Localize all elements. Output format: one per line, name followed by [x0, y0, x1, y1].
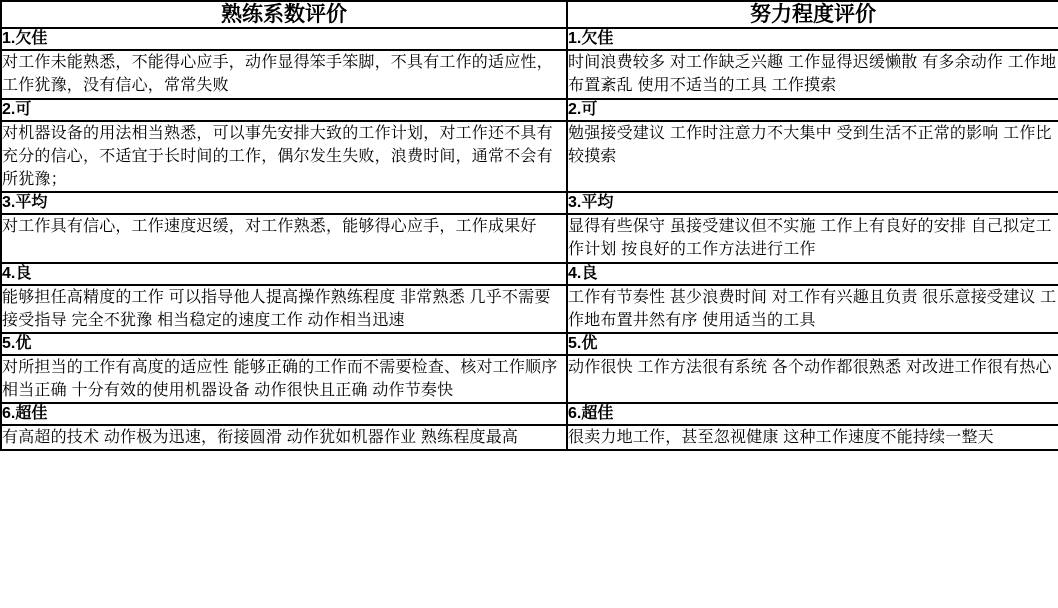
- table-header-row: [1, 1, 1058, 28]
- level-label-right: 4.良: [567, 263, 1058, 285]
- table-row: [1, 121, 1058, 193]
- header-skill-rating: 熟练系数评价: [1, 1, 567, 28]
- level-label-left: 1.欠佳: [1, 28, 567, 50]
- level-label-right: 6.超佳: [567, 403, 1058, 425]
- description-left: 对所担当的工作有高度的适应性 能够正确的工作而不需要检查、核对工作顺序相当正确 十分有效的使用机器设备 动作很快且正确 动作节奏快: [1, 355, 567, 403]
- header-effort-rating: 努力程度评价: [567, 1, 1058, 28]
- table-row: [1, 99, 1058, 121]
- table-body: [1, 28, 1058, 450]
- description-right: 工作有节奏性 甚少浪费时间 对工作有兴趣且负责 很乐意接受建议 工作地布置井然有序 使用适当的工具: [567, 285, 1058, 333]
- level-label-right: 3.平均: [567, 192, 1058, 214]
- table-row: [1, 192, 1058, 214]
- table-row: [1, 285, 1058, 333]
- description-left: 对工作未能熟悉，不能得心应手，动作显得笨手笨脚，不具有工作的适应性，工作犹豫，没有信心，常常失败: [1, 50, 567, 98]
- description-left: 有高超的技术 动作极为迅速，衔接圆滑 动作犹如机器作业 熟练程度最高: [1, 425, 567, 450]
- description-right: 显得有些保守 虽接受建议但不实施 工作上有良好的安排 自己拟定工作计划 按良好的工作方法进行工作: [567, 214, 1058, 262]
- table-header: [1, 1, 1058, 28]
- description-left: 能够担任高精度的工作 可以指导他人提高操作熟练程度 非常熟悉 几乎不需要接受指导 完全不犹豫 相当稳定的速度工作 动作相当迅速: [1, 285, 567, 333]
- description-right: 勉强接受建议 工作时注意力不大集中 受到生活不正常的影响 工作比较摸索: [567, 121, 1058, 193]
- level-label-left: 4.良: [1, 263, 567, 285]
- table-row: [1, 28, 1058, 50]
- level-label-left: 3.平均: [1, 192, 567, 214]
- description-left: 对机器设备的用法相当熟悉，可以事先安排大致的工作计划，对工作还不具有充分的信心，不适宜于长时间的工作，偶尔发生失败，浪费时间，通常不会有所犹豫；: [1, 121, 567, 193]
- description-right: 很卖力地工作，甚至忽视健康 这种工作速度不能持续一整天: [567, 425, 1058, 450]
- table-row: [1, 333, 1058, 355]
- level-label-left: 2.可: [1, 99, 567, 121]
- table-row: [1, 263, 1058, 285]
- level-label-right: 5.优: [567, 333, 1058, 355]
- table-row: [1, 403, 1058, 425]
- description-right: 时间浪费较多 对工作缺乏兴趣 工作显得迟缓懒散 有多余动作 工作地布置紊乱 使用不适当的工具 工作摸索: [567, 50, 1058, 98]
- level-label-left: 6.超佳: [1, 403, 567, 425]
- level-label-right: 1.欠佳: [567, 28, 1058, 50]
- table-row: [1, 425, 1058, 450]
- table-row: [1, 355, 1058, 403]
- level-label-left: 5.优: [1, 333, 567, 355]
- description-right: 动作很快 工作方法很有系统 各个动作都很熟悉 对改进工作很有热心: [567, 355, 1058, 403]
- table-row: [1, 50, 1058, 98]
- description-left: 对工作具有信心，工作速度迟缓，对工作熟悉，能够得心应手，工作成果好: [1, 214, 567, 262]
- level-label-right: 2.可: [567, 99, 1058, 121]
- table-row: [1, 214, 1058, 262]
